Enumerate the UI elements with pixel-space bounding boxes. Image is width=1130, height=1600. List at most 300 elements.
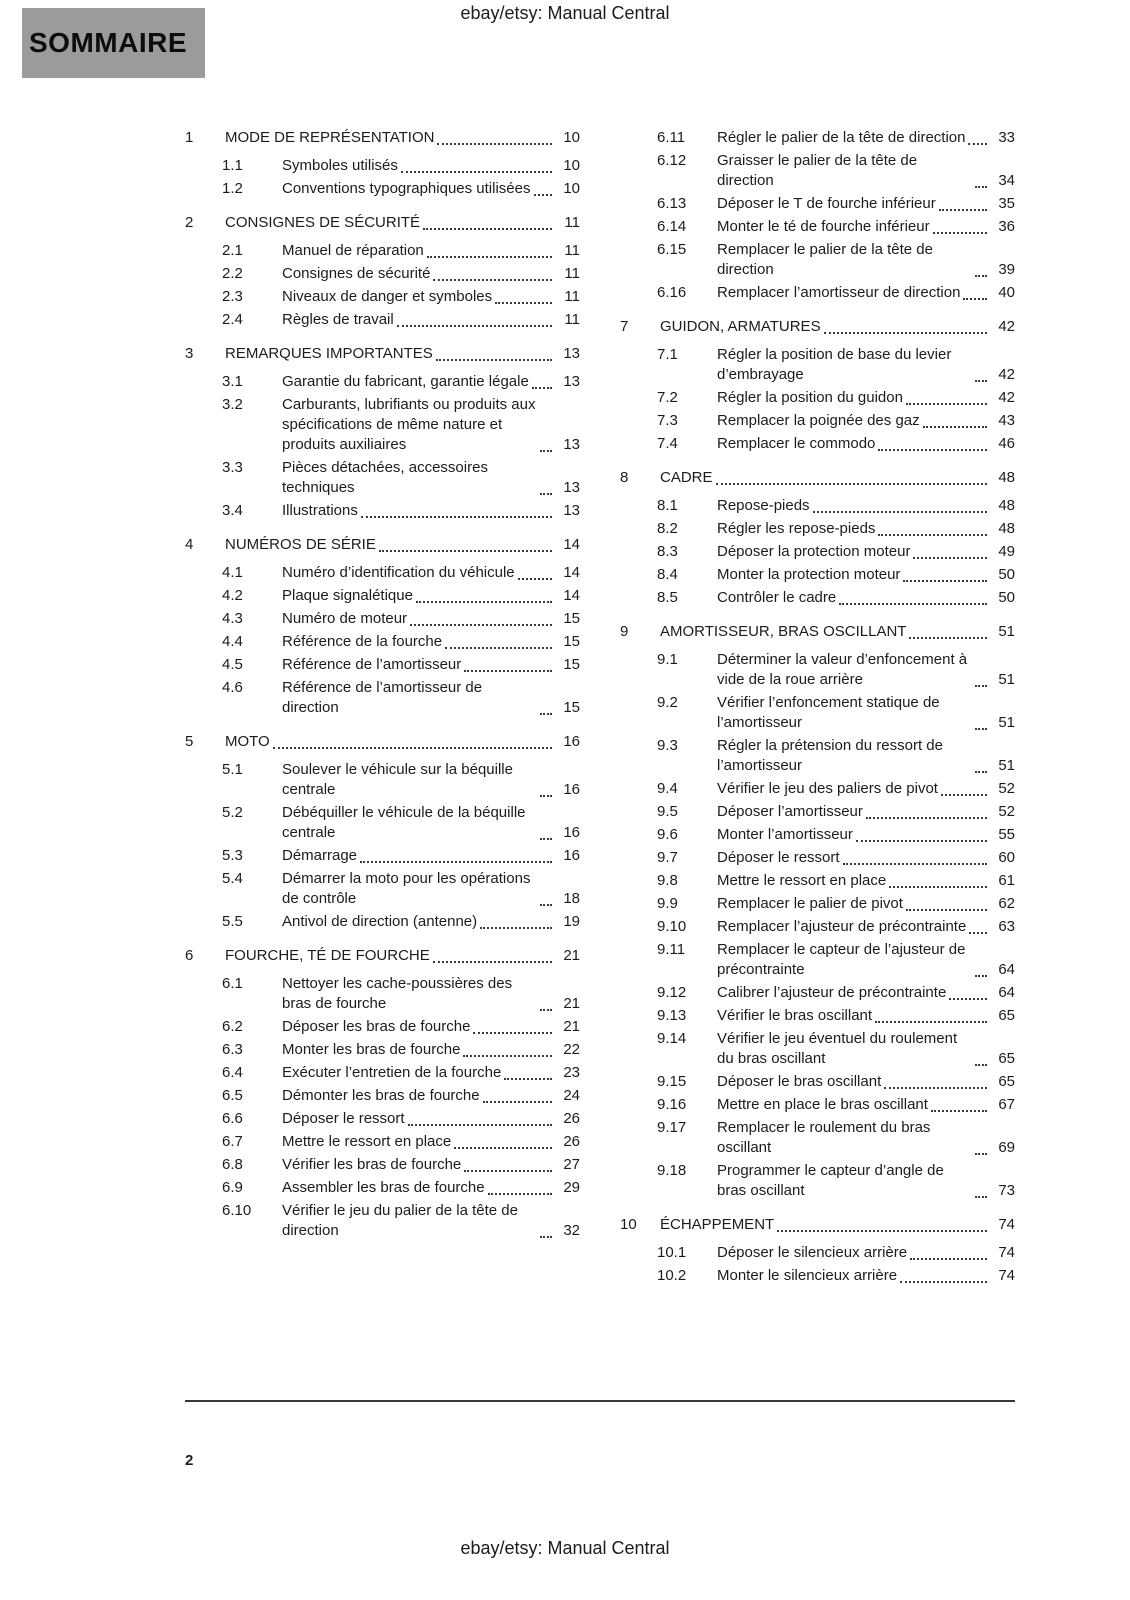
toc-item-row (620, 519, 1015, 539)
toc-column-right (620, 128, 1015, 1289)
toc-entry-page: 42 (998, 389, 1015, 406)
toc-entry-title: MOTO (225, 733, 270, 750)
toc-item-row (185, 156, 580, 176)
toc-entry-page: 69 (998, 1139, 1015, 1156)
toc-item-row (620, 217, 1015, 237)
dot-leader (839, 603, 987, 605)
toc-entry-number: 1 (185, 129, 194, 146)
toc-entry-number: 8.3 (657, 543, 678, 560)
dot-leader (975, 771, 987, 773)
dot-leader (875, 1021, 987, 1023)
toc-entry-page: 16 (563, 824, 580, 841)
toc-section-row (185, 535, 580, 555)
toc-entry-title: Régler les repose-pieds (717, 520, 876, 537)
toc-entry-page: 60 (998, 849, 1015, 866)
dot-leader (532, 387, 552, 389)
toc-entry-number: 6.7 (222, 1133, 243, 1150)
sommaire-banner (22, 8, 205, 78)
toc-item-row (620, 283, 1015, 303)
toc-entry-page: 16 (563, 733, 580, 750)
toc-entry-title: CADRE (660, 469, 713, 486)
toc-entry-number: 9.15 (657, 1073, 687, 1090)
toc-entry-page: 26 (563, 1133, 580, 1150)
toc-entry-number: 2.4 (222, 311, 243, 328)
toc-entry-title: Déposer la protection moteur (717, 543, 911, 560)
dot-leader (454, 1147, 552, 1149)
toc-entry-title: Repose-pieds (717, 497, 810, 514)
toc-entry-number: 4.4 (222, 633, 243, 650)
toc-entry-title: Pièces détachées, accessoires techniques (282, 459, 488, 496)
toc-entry-title: Vérifier les bras de fourche (282, 1156, 462, 1173)
toc-entry-page: 51 (998, 757, 1015, 774)
toc-entry-title: Mettre le ressort en place (717, 872, 887, 889)
toc-entry-title: Numéro d’identification du véhicule (282, 564, 515, 581)
dot-leader (540, 838, 552, 840)
toc-entry-number: 3.1 (222, 373, 243, 390)
toc-entry-number: 9.3 (657, 737, 678, 754)
toc-entry-title: Déposer le ressort (717, 849, 840, 866)
dot-leader (464, 670, 552, 672)
toc-item-row (620, 388, 1015, 408)
toc-item-row (185, 372, 580, 392)
page-number: 2 (185, 1452, 194, 1469)
dot-leader (975, 186, 987, 188)
toc-entry-page: 36 (998, 218, 1015, 235)
toc-entry-number: 9.10 (657, 918, 687, 935)
toc-entry-number: 9.14 (657, 1030, 687, 1047)
toc-entry-page: 10 (563, 129, 580, 146)
toc-item-row (185, 1201, 580, 1241)
dot-leader (931, 1110, 987, 1112)
dot-leader (824, 332, 987, 334)
toc-section-row (185, 344, 580, 364)
toc-entry-title: Vérifier le jeu du palier de la tête de direction (282, 1202, 518, 1239)
toc-entry-page: 67 (998, 1096, 1015, 1113)
toc-item-row (620, 1161, 1015, 1201)
toc-entry-title: Numéro de moteur (282, 610, 408, 627)
toc-entry-title: Régler la position de base du levier d’embrayage (717, 346, 952, 383)
dot-leader (884, 1087, 987, 1089)
toc-item-row (185, 678, 580, 718)
toc-entry-page: 32 (563, 1222, 580, 1239)
toc-item-row (620, 940, 1015, 980)
dot-leader (401, 171, 552, 173)
toc-entry-title: Vérifier l’enfoncement statique de l’amortisseur (717, 694, 940, 731)
toc-entry-number: 3.2 (222, 396, 243, 413)
toc-entry-number: 9.8 (657, 872, 678, 889)
dot-leader (379, 550, 552, 552)
toc-entry-page: 49 (998, 543, 1015, 560)
toc-item-row (185, 1086, 580, 1106)
toc-section-row (620, 622, 1015, 642)
toc-entry-title: Mettre le ressort en place (282, 1133, 452, 1150)
toc-entry-title: Nettoyer les cache-poussières des bras de fourche (282, 975, 513, 1012)
dot-leader (889, 886, 987, 888)
toc-entry-number: 7.2 (657, 389, 678, 406)
toc-entry-title: Démarrage (282, 847, 358, 864)
dot-leader (408, 1124, 552, 1126)
dot-leader (445, 647, 552, 649)
toc-entry-number: 4.1 (222, 564, 243, 581)
toc-item-row (185, 1155, 580, 1175)
toc-entry-title: Remplacer l’amortisseur de direction (717, 284, 961, 301)
toc-item-row (185, 458, 580, 498)
toc-item-row (620, 1243, 1015, 1263)
toc-entry-page: 13 (563, 373, 580, 390)
dot-leader (433, 279, 552, 281)
toc-entry-number: 6.16 (657, 284, 687, 301)
toc-entry-title: Antivol de direction (antenne) (282, 913, 478, 930)
dot-leader (913, 557, 987, 559)
toc-entry-number: 6.9 (222, 1179, 243, 1196)
header-title: ebay/etsy: Manual Central (460, 3, 670, 23)
dot-leader (939, 209, 987, 211)
toc-entry-title: Symboles utilisés (282, 157, 398, 174)
dot-leader (540, 713, 552, 715)
footer-title: ebay/etsy: Manual Central (460, 1538, 670, 1558)
toc-item-row (620, 565, 1015, 585)
toc-entry-title: Régler le palier de la tête de direction (717, 129, 966, 146)
toc-item-row (620, 194, 1015, 214)
toc-entry-number: 6.2 (222, 1018, 243, 1035)
toc-entry-title: Garantie du fabricant, garantie légale (282, 373, 529, 390)
toc-entry-page: 27 (563, 1156, 580, 1173)
dot-leader (540, 795, 552, 797)
toc-entry-title: Remplacer le palier de la tête de direction (717, 241, 933, 278)
toc-entry-title: Niveaux de danger et symboles (282, 288, 493, 305)
dot-leader (540, 1236, 552, 1238)
toc-entry-number: 4.5 (222, 656, 243, 673)
dot-leader (518, 578, 552, 580)
toc-entry-page: 74 (998, 1244, 1015, 1261)
toc-entry-title: Référence de l’amortisseur de direction (282, 679, 483, 716)
toc-entry-number: 9.13 (657, 1007, 687, 1024)
toc-entry-title: NUMÉROS DE SÉRIE (225, 536, 376, 553)
toc-item-row (185, 803, 580, 843)
toc-item-row (620, 1006, 1015, 1026)
toc-entry-number: 1.1 (222, 157, 243, 174)
toc (185, 128, 1015, 1289)
toc-entry-title: Référence de la fourche (282, 633, 443, 650)
dot-leader (534, 194, 553, 196)
toc-entry-page: 21 (563, 947, 580, 964)
dot-leader (436, 359, 552, 361)
dot-leader (975, 1153, 987, 1155)
toc-entry-page: 21 (563, 995, 580, 1012)
dot-leader (856, 840, 987, 842)
toc-item-row (185, 501, 580, 521)
toc-entry-page: 65 (998, 1007, 1015, 1024)
toc-entry-page: 39 (998, 261, 1015, 278)
toc-entry-title: Régler la prétension du ressort de l’amortisseur (717, 737, 943, 774)
dot-leader (975, 1064, 987, 1066)
dot-leader (910, 1258, 987, 1260)
toc-item-row (185, 310, 580, 330)
toc-entry-number: 6.10 (222, 1202, 252, 1219)
toc-entry-number: 4 (185, 536, 194, 553)
toc-item-row (620, 345, 1015, 385)
dot-leader (410, 624, 552, 626)
toc-entry-page: 15 (563, 610, 580, 627)
toc-item-row (620, 1095, 1015, 1115)
toc-entry-title: Remplacer le palier de pivot (717, 895, 903, 912)
toc-item-row (620, 1118, 1015, 1158)
toc-entry-page: 43 (998, 412, 1015, 429)
toc-entry-title: Illustrations (282, 502, 358, 519)
toc-item-row (185, 563, 580, 583)
toc-entry-page: 42 (998, 318, 1015, 335)
toc-entry-title: Débéquiller le véhicule de la béquille centrale (282, 804, 526, 841)
toc-section-row (620, 1215, 1015, 1235)
toc-entry-page: 14 (563, 587, 580, 604)
toc-entry-number: 6.14 (657, 218, 687, 235)
dot-leader (480, 927, 552, 929)
toc-entry-title: REMARQUES IMPORTANTES (225, 345, 433, 362)
toc-item-row (620, 983, 1015, 1003)
toc-entry-number: 10 (620, 1216, 637, 1233)
toc-entry-page: 61 (998, 872, 1015, 889)
toc-entry-title: Démarrer la moto pour les opérations de contrôle (282, 870, 531, 907)
toc-entry-number: 9.7 (657, 849, 678, 866)
toc-entry-number: 8.2 (657, 520, 678, 537)
toc-entry-title: Monter la protection moteur (717, 566, 901, 583)
toc-entry-page: 11 (564, 265, 580, 282)
toc-item-row (185, 179, 580, 199)
toc-entry-page: 52 (998, 780, 1015, 797)
dot-leader (975, 275, 987, 277)
toc-entry-page: 11 (564, 311, 580, 328)
toc-item-row (620, 871, 1015, 891)
toc-item-row (620, 588, 1015, 608)
dot-leader (273, 747, 552, 749)
dot-leader (540, 493, 552, 495)
toc-item-row (185, 760, 580, 800)
toc-entry-page: 18 (563, 890, 580, 907)
dot-leader (975, 728, 987, 730)
dot-leader (949, 998, 987, 1000)
toc-entry-number: 7.1 (657, 346, 678, 363)
toc-entry-number: 9.17 (657, 1119, 687, 1136)
toc-entry-page: 62 (998, 895, 1015, 912)
toc-entry-page: 46 (998, 435, 1015, 452)
toc-entry-title: Monter les bras de fourche (282, 1041, 461, 1058)
toc-section-row (185, 732, 580, 752)
toc-item-row (620, 240, 1015, 280)
toc-entry-number: 9.5 (657, 803, 678, 820)
toc-section-row (185, 213, 580, 233)
toc-entry-number: 9.1 (657, 651, 678, 668)
dot-leader (463, 1055, 552, 1057)
toc-section-row (185, 946, 580, 966)
dot-leader (975, 685, 987, 687)
toc-entry-number: 8.1 (657, 497, 678, 514)
dot-leader (900, 1281, 987, 1283)
toc-entry-page: 13 (563, 502, 580, 519)
dot-leader (540, 1009, 552, 1011)
toc-entry-number: 6.13 (657, 195, 687, 212)
toc-entry-title: Déposer le silencieux arrière (717, 1244, 908, 1261)
toc-entry-number: 9.12 (657, 984, 687, 1001)
toc-entry-title: Remplacer l’ajusteur de précontrainte (717, 918, 967, 935)
dot-leader (433, 961, 552, 963)
toc-item-row (620, 1072, 1015, 1092)
toc-entry-page: 15 (563, 656, 580, 673)
toc-item-row (620, 434, 1015, 454)
toc-entry-number: 3 (185, 345, 194, 362)
toc-entry-number: 7.3 (657, 412, 678, 429)
toc-entry-page: 65 (998, 1050, 1015, 1067)
toc-item-row (620, 1266, 1015, 1286)
dot-leader (866, 817, 987, 819)
toc-entry-page: 10 (563, 157, 580, 174)
toc-entry-number: 5.4 (222, 870, 243, 887)
dot-leader (464, 1170, 552, 1172)
dot-leader (906, 909, 987, 911)
toc-entry-number: 9.4 (657, 780, 678, 797)
toc-entry-number: 2.3 (222, 288, 243, 305)
toc-entry-number: 6.1 (222, 975, 243, 992)
toc-item-row (185, 241, 580, 261)
dot-leader (878, 534, 987, 536)
toc-entry-page: 22 (563, 1041, 580, 1058)
toc-entry-title: Régler la position du guidon (717, 389, 903, 406)
toc-item-row (620, 1029, 1015, 1069)
dot-leader (437, 143, 552, 145)
toc-item-row (620, 128, 1015, 148)
toc-entry-number: 6.6 (222, 1110, 243, 1127)
toc-entry-number: 4.3 (222, 610, 243, 627)
toc-section-row (185, 128, 580, 148)
toc-item-row (620, 779, 1015, 799)
dot-leader (975, 975, 987, 977)
toc-entry-page: 23 (563, 1064, 580, 1081)
toc-section-row (620, 468, 1015, 488)
toc-entry-page: 33 (998, 129, 1015, 146)
toc-entry-number: 6.4 (222, 1064, 243, 1081)
toc-entry-page: 11 (564, 242, 580, 259)
toc-entry-title: Soulever le véhicule sur la béquille centrale (282, 761, 513, 798)
toc-entry-number: 4.6 (222, 679, 243, 696)
toc-entry-number: 6.8 (222, 1156, 243, 1173)
toc-entry-page: 14 (563, 536, 580, 553)
toc-entry-title: Vérifier le bras oscillant (717, 1007, 873, 1024)
toc-entry-title: ÉCHAPPEMENT (660, 1216, 775, 1233)
toc-entry-title: Monter l’amortisseur (717, 826, 853, 843)
toc-entry-number: 5.2 (222, 804, 243, 821)
toc-entry-page: 14 (563, 564, 580, 581)
toc-entry-number: 9 (620, 623, 629, 640)
toc-entry-page: 10 (563, 180, 580, 197)
dot-leader (941, 794, 987, 796)
dot-leader (416, 601, 552, 603)
toc-item-row (620, 693, 1015, 733)
dot-leader (923, 426, 987, 428)
toc-entry-number: 5.5 (222, 913, 243, 930)
toc-entry-number: 6.11 (657, 129, 686, 146)
toc-entry-page: 48 (998, 520, 1015, 537)
toc-entry-title: Déposer le ressort (282, 1110, 405, 1127)
toc-item-row (185, 1063, 580, 1083)
toc-entry-page: 34 (998, 172, 1015, 189)
dot-leader (540, 450, 552, 452)
toc-item-row (185, 1040, 580, 1060)
toc-entry-title: Remplacer la poignée des gaz (717, 412, 920, 429)
toc-entry-page: 19 (563, 913, 580, 930)
toc-entry-title: Manuel de réparation (282, 242, 424, 259)
toc-entry-number: 10.1 (657, 1244, 687, 1261)
toc-entry-title: Déposer le T de fourche inférieur (717, 195, 936, 212)
toc-section-row (620, 317, 1015, 337)
toc-item-row (185, 264, 580, 284)
dot-leader (777, 1230, 987, 1232)
toc-entry-number: 5 (185, 733, 194, 750)
toc-entry-title: Déposer les bras de fourche (282, 1018, 471, 1035)
toc-item-row (185, 869, 580, 909)
toc-entry-page: 50 (998, 566, 1015, 583)
toc-entry-title: Conventions typographiques utilisées (282, 180, 531, 197)
dot-leader (483, 1101, 552, 1103)
toc-entry-number: 6.12 (657, 152, 687, 169)
toc-entry-number: 6.15 (657, 241, 687, 258)
toc-entry-title: Carburants, lubrifiants ou produits aux spécifications de même nature et produits auxiliaires (282, 396, 536, 453)
dot-leader (427, 256, 552, 258)
dot-leader (360, 861, 552, 863)
toc-entry-title: FOURCHE, TÉ DE FOURCHE (225, 947, 430, 964)
toc-entry-number: 1.2 (222, 180, 243, 197)
toc-item-row (185, 974, 580, 1014)
toc-item-row (185, 846, 580, 866)
toc-entry-title: Assembler les bras de fourche (282, 1179, 485, 1196)
toc-item-row (185, 655, 580, 675)
toc-entry-title: Monter le silencieux arrière (717, 1267, 898, 1284)
toc-entry-page: 65 (998, 1073, 1015, 1090)
toc-item-row (620, 650, 1015, 690)
toc-item-row (620, 894, 1015, 914)
toc-entry-page: 48 (998, 497, 1015, 514)
dot-leader (361, 516, 552, 518)
toc-entry-number: 7 (620, 318, 629, 335)
toc-entry-title: Calibrer l’ajusteur de précontrainte (717, 984, 947, 1001)
toc-item-row (620, 917, 1015, 937)
toc-entry-title: Mettre en place le bras oscillant (717, 1096, 928, 1113)
toc-entry-title: AMORTISSEUR, BRAS OSCILLANT (660, 623, 907, 640)
toc-entry-number: 2.1 (222, 242, 243, 259)
toc-entry-page: 16 (563, 847, 580, 864)
dot-leader (540, 904, 552, 906)
toc-entry-page: 48 (998, 469, 1015, 486)
toc-entry-number: 7.4 (657, 435, 678, 452)
toc-entry-number: 9.18 (657, 1162, 687, 1179)
dot-leader (969, 932, 987, 934)
toc-item-row (185, 609, 580, 629)
dot-leader (975, 380, 987, 382)
toc-entry-title: Règles de travail (282, 311, 394, 328)
dot-leader (504, 1078, 552, 1080)
toc-entry-number: 6.3 (222, 1041, 243, 1058)
toc-entry-title: Déposer le bras oscillant (717, 1073, 882, 1090)
sommaire-label: SOMMAIRE (29, 27, 187, 58)
dot-leader (963, 298, 987, 300)
toc-entry-title: Plaque signalétique (282, 587, 413, 604)
toc-item-row (185, 1109, 580, 1129)
dot-leader (397, 325, 552, 327)
toc-entry-page: 11 (564, 214, 580, 231)
toc-entry-page: 73 (998, 1182, 1015, 1199)
toc-entry-number: 10.2 (657, 1267, 687, 1284)
toc-entry-number: 4.2 (222, 587, 243, 604)
dot-leader (903, 580, 987, 582)
toc-entry-number: 2.2 (222, 265, 243, 282)
